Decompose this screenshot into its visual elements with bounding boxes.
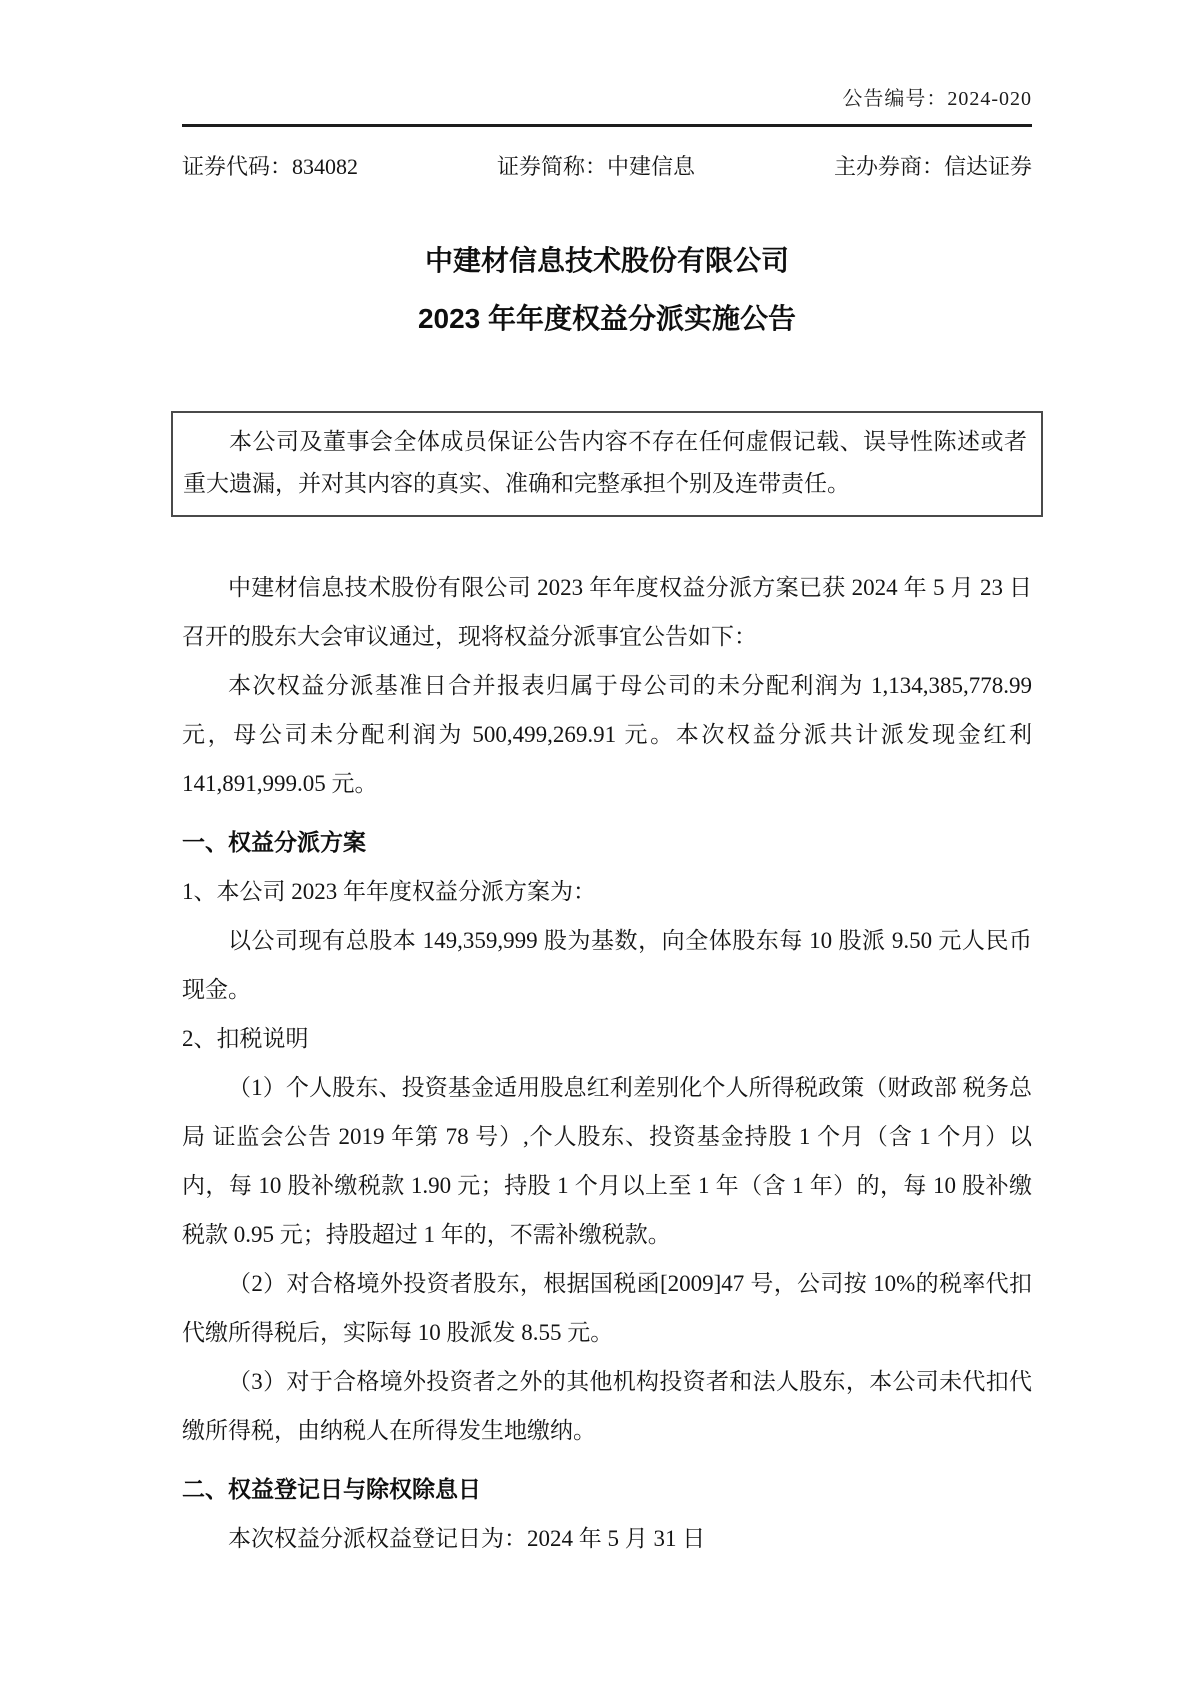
disclaimer-box bbox=[171, 411, 1043, 517]
stock-short-name: 证券简称：中建信息 bbox=[496, 154, 695, 179]
header-rule bbox=[182, 124, 1032, 127]
intro-paragraph-2: 本次权益分派基准日合并报表归属于母公司的未分配利润为 1,134,385,778.99 元，母公司未分配利润为 500,499,269.91 元。本次权益分派共计派发现金红利 141,891,999.05 元。 bbox=[182, 673, 1032, 796]
intro-paragraph-1: 中建材信息技术股份有限公司 2023 年年度权益分派方案已获 2024 年 5 月 23 日召开的股东大会审议通过，现将权益分派事宜公告如下： bbox=[182, 575, 1033, 649]
section1-item1: 1、本公司 2023 年年度权益分派方案为： bbox=[182, 879, 596, 904]
company-title: 中建材信息技术股份有限公司 bbox=[424, 245, 789, 276]
document-body bbox=[182, 563, 1032, 1563]
announcement-title: 2023 年年度权益分派实施公告 bbox=[417, 303, 797, 334]
securities-header-row bbox=[182, 153, 1032, 181]
section2-heading: 二、权益登记日与除权除息日 bbox=[182, 1476, 481, 1502]
section1-item1-detail: 以公司现有总股本 149,359,999 股为基数，向全体股东每 10 股派 9.50 元人民币现金。 bbox=[182, 928, 1032, 1002]
stock-code: 证券代码：834082 bbox=[182, 154, 359, 179]
announcement-number: 公告编号：2024-020 bbox=[842, 88, 1032, 110]
record-date-line: 本次权益分派权益登记日为：2024 年 5 月 31 日 bbox=[228, 1526, 706, 1551]
sponsor-broker: 主办券商：信达证券 bbox=[833, 154, 1032, 179]
tax-note-1: （1）个人股东、投资基金适用股息红利差别化个人所得税政策（财政部 税务总局 证监会公告 2019 年第 78 号）,个人股东、投资基金持股 1 个月（含 1 个月）以内，每 10 股补缴税款 1.90 元；持股 1 个月以上至 1 年（含 1 年）的，每 10 股补缴税款 0.95 元；持股超过 1 年的，不需补缴税款。 bbox=[182, 1075, 1032, 1247]
section1-heading: 一、权益分派方案 bbox=[182, 829, 366, 855]
tax-note-3: （3）对于合格境外投资者之外的其他机构投资者和法人股东，本公司未代扣代缴所得税，由纳税人在所得发生地缴纳。 bbox=[182, 1369, 1032, 1443]
disclaimer-text: 本公司及董事会全体成员保证公告内容不存在任何虚假记载、误导性陈述或者重大遗漏，并对其内容的真实、准确和完整承担个别及连带责任。 bbox=[183, 429, 1027, 496]
tax-note-2: （2）对合格境外投资者股东，根据国税函[2009]47 号，公司按 10%的税率代扣代缴所得税后，实际每 10 股派发 8.55 元。 bbox=[182, 1271, 1032, 1345]
section1-item2: 2、扣税说明 bbox=[182, 1026, 309, 1051]
